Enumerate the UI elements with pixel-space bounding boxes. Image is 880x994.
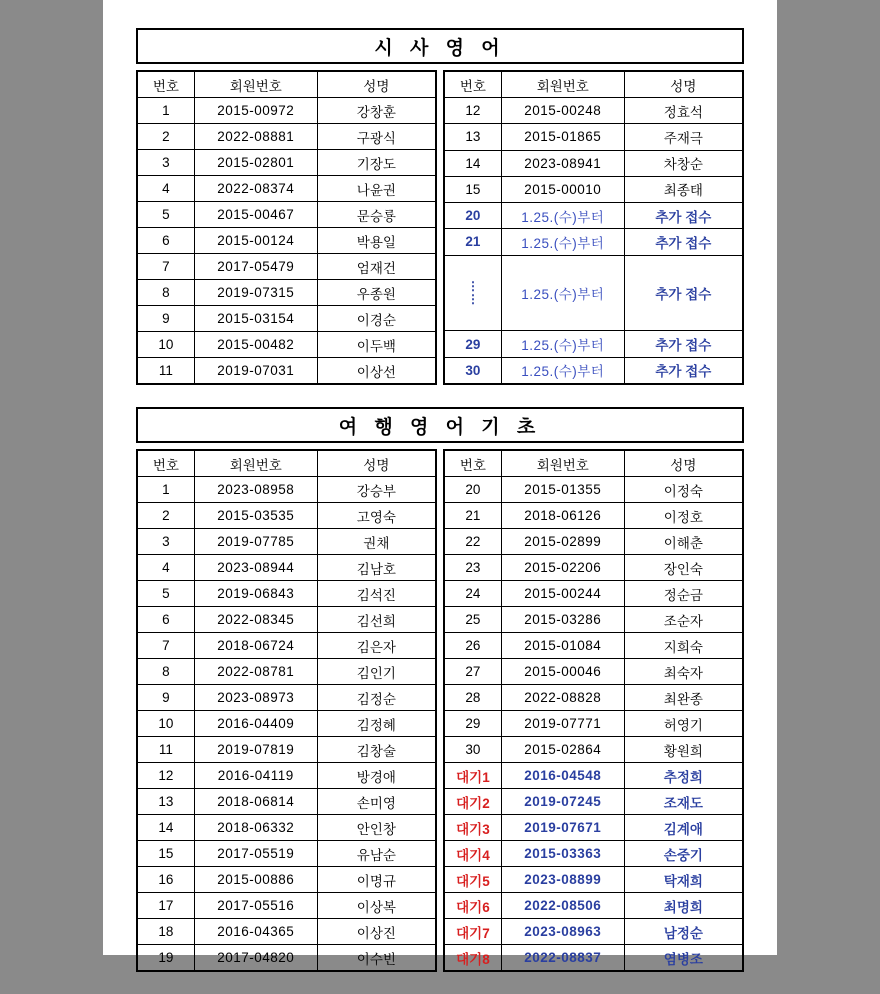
- cell-name: 엄재건: [317, 254, 436, 280]
- cell-member-id: 2016-04409: [194, 711, 317, 737]
- table-row: [444, 150, 743, 176]
- cell-name: 이정호: [624, 503, 743, 529]
- cell-no: 26: [444, 633, 501, 659]
- cell-no: 2: [137, 503, 194, 529]
- table-row: [137, 306, 436, 332]
- cell-no: 25: [444, 607, 501, 633]
- cell-name: 조순자: [624, 607, 743, 633]
- cell-no: 대기8: [444, 945, 501, 972]
- cell-no: 27: [444, 659, 501, 685]
- cell-name: 추가 접수: [624, 203, 743, 229]
- cell-member-id: 1.25.(수)부터: [501, 331, 624, 357]
- table-row: [137, 841, 436, 867]
- cell-name: 이상복: [317, 893, 436, 919]
- cell-member-id: 2019-07771: [501, 711, 624, 737]
- cell-no: 20: [444, 203, 501, 229]
- cell-name: 김인기: [317, 659, 436, 685]
- cell-member-id: 1.25.(수)부터: [501, 203, 624, 229]
- roster-table-left: [136, 449, 437, 972]
- cell-name: 김정순: [317, 685, 436, 711]
- table-row: [444, 789, 743, 815]
- cell-member-id: 2015-03535: [194, 503, 317, 529]
- cell-name: 김선희: [317, 607, 436, 633]
- cell-name: 고영숙: [317, 503, 436, 529]
- cell-no: 2: [137, 124, 194, 150]
- cell-no: 13: [444, 124, 501, 150]
- cell-no: 대기7: [444, 919, 501, 945]
- table-row: [444, 607, 743, 633]
- cell-member-id: 2015-02899: [501, 529, 624, 555]
- cell-no: 대기5: [444, 867, 501, 893]
- cell-name: 권채: [317, 529, 436, 555]
- cell-no: 3: [137, 150, 194, 176]
- cell-name: 추가 접수: [624, 229, 743, 255]
- cell-name: 방경애: [317, 763, 436, 789]
- cell-member-id: 2023-08963: [501, 919, 624, 945]
- cell-member-id: 2015-03363: [501, 841, 624, 867]
- cell-no: 14: [137, 815, 194, 841]
- cell-member-id: 1.25.(수)부터: [501, 255, 624, 331]
- cell-name: 이명규: [317, 867, 436, 893]
- cell-member-id: 2015-01865: [501, 124, 624, 150]
- cell-member-id: 2015-00124: [194, 228, 317, 254]
- table-row: [444, 763, 743, 789]
- cell-member-id: 2015-00482: [194, 332, 317, 358]
- cell-name: 추가 접수: [624, 357, 743, 384]
- cell-member-id: 2017-05519: [194, 841, 317, 867]
- cell-name: 지희숙: [624, 633, 743, 659]
- table-row: [137, 280, 436, 306]
- cell-no: 21: [444, 229, 501, 255]
- cell-name: 안인창: [317, 815, 436, 841]
- cell-no: 23: [444, 555, 501, 581]
- table-header-row: [137, 450, 436, 477]
- table-row: [137, 555, 436, 581]
- cell-member-id: 2015-03286: [501, 607, 624, 633]
- cell-member-id: 2023-08899: [501, 867, 624, 893]
- cell-no: 8: [137, 659, 194, 685]
- table-row: [444, 98, 743, 124]
- cell-no: 15: [444, 176, 501, 202]
- cell-no: 19: [137, 945, 194, 972]
- cell-no: 14: [444, 150, 501, 176]
- column-header-name: 성명: [317, 450, 436, 477]
- column-header-name: 성명: [317, 71, 436, 98]
- cell-no: 30: [444, 357, 501, 384]
- cell-no: 대기4: [444, 841, 501, 867]
- cell-no: 10: [137, 711, 194, 737]
- table-row: [444, 815, 743, 841]
- cell-name: 추정희: [624, 763, 743, 789]
- cell-no: 12: [137, 763, 194, 789]
- table-row: [444, 229, 743, 255]
- cell-member-id: 2019-06843: [194, 581, 317, 607]
- cell-member-id: 2016-04365: [194, 919, 317, 945]
- cell-member-id: 2017-04820: [194, 945, 317, 972]
- cell-name: 조재도: [624, 789, 743, 815]
- cell-member-id: 2015-02206: [501, 555, 624, 581]
- cell-no: 9: [137, 685, 194, 711]
- cell-no: 11: [137, 358, 194, 385]
- section-tables: [136, 449, 744, 972]
- cell-no: 6: [137, 228, 194, 254]
- table-row: [137, 763, 436, 789]
- table-row: [444, 841, 743, 867]
- cell-name: 허영기: [624, 711, 743, 737]
- cell-no: 4: [137, 176, 194, 202]
- table-row: [444, 945, 743, 972]
- table-row: [137, 711, 436, 737]
- cell-name: 이경순: [317, 306, 436, 332]
- cell-no: 17: [137, 893, 194, 919]
- cell-no: 15: [137, 841, 194, 867]
- cell-no: 30: [444, 737, 501, 763]
- table-row: [444, 529, 743, 555]
- table-row: [137, 254, 436, 280]
- table-row: [137, 202, 436, 228]
- cell-no: 6: [137, 607, 194, 633]
- cell-member-id: 2018-06724: [194, 633, 317, 659]
- column-header-name: 성명: [624, 71, 743, 98]
- cell-name: 구광식: [317, 124, 436, 150]
- cell-no: 4: [137, 555, 194, 581]
- column-header-member-id: 회원번호: [501, 450, 624, 477]
- column-header-name: 성명: [624, 450, 743, 477]
- cell-no: 1: [137, 477, 194, 503]
- cell-name: 남정순: [624, 919, 743, 945]
- table-row: [137, 503, 436, 529]
- table-row: [137, 124, 436, 150]
- table-header-row: [137, 71, 436, 98]
- cell-member-id: 2022-08828: [501, 685, 624, 711]
- cell-member-id: 2019-07785: [194, 529, 317, 555]
- cell-member-id: 2016-04119: [194, 763, 317, 789]
- cell-no: 3: [137, 529, 194, 555]
- table-row: [137, 893, 436, 919]
- table-row: [137, 815, 436, 841]
- cell-member-id: 2022-08837: [501, 945, 624, 972]
- roster-table-right: [443, 449, 744, 972]
- cell-member-id: 2015-00046: [501, 659, 624, 685]
- table-row: [444, 503, 743, 529]
- table-row: [444, 737, 743, 763]
- table-row: [137, 633, 436, 659]
- table-row: [137, 150, 436, 176]
- table-row: [137, 477, 436, 503]
- table-row: [444, 477, 743, 503]
- cell-no: 21: [444, 503, 501, 529]
- cell-no: 대기1: [444, 763, 501, 789]
- roster-table-right: [443, 70, 744, 385]
- cell-name: 김석진: [317, 581, 436, 607]
- cell-no: 대기2: [444, 789, 501, 815]
- cell-member-id: 2015-01084: [501, 633, 624, 659]
- cell-no: 10: [137, 332, 194, 358]
- section-tables: [136, 70, 744, 385]
- cell-name: 우종원: [317, 280, 436, 306]
- table-row: [137, 659, 436, 685]
- cell-no: 7: [137, 254, 194, 280]
- column-header-member-id: 회원번호: [501, 71, 624, 98]
- cell-member-id: 2023-08941: [501, 150, 624, 176]
- cell-member-id: 2016-04548: [501, 763, 624, 789]
- table-row: [137, 945, 436, 972]
- section-current-english: [136, 28, 744, 385]
- table-row: [137, 228, 436, 254]
- cell-name: 장인숙: [624, 555, 743, 581]
- cell-member-id: 2017-05479: [194, 254, 317, 280]
- cell-name: 문승룡: [317, 202, 436, 228]
- column-header-no: 번호: [137, 450, 194, 477]
- table-row: [137, 737, 436, 763]
- cell-name: 유남순: [317, 841, 436, 867]
- cell-name: 나윤권: [317, 176, 436, 202]
- table-row: [444, 176, 743, 202]
- cell-name: 이수빈: [317, 945, 436, 972]
- cell-name: 손미영: [317, 789, 436, 815]
- cell-member-id: 2017-05516: [194, 893, 317, 919]
- table-row: [137, 867, 436, 893]
- cell-name: 박용일: [317, 228, 436, 254]
- cell-no: 28: [444, 685, 501, 711]
- cell-member-id: 2022-08374: [194, 176, 317, 202]
- cell-member-id: 2015-02864: [501, 737, 624, 763]
- table-row: [137, 581, 436, 607]
- cell-no: 11: [137, 737, 194, 763]
- table-row: [137, 919, 436, 945]
- cell-name: 이해춘: [624, 529, 743, 555]
- cell-member-id: 2023-08944: [194, 555, 317, 581]
- cell-member-id: 2019-07315: [194, 280, 317, 306]
- cell-name: 김은자: [317, 633, 436, 659]
- cell-member-id: 2015-02801: [194, 150, 317, 176]
- document-content: [136, 28, 744, 994]
- cell-no: 18: [137, 919, 194, 945]
- cell-member-id: 2015-00972: [194, 98, 317, 124]
- cell-member-id: 2019-07031: [194, 358, 317, 385]
- cell-member-id: 2022-08881: [194, 124, 317, 150]
- cell-name: 염병조: [624, 945, 743, 972]
- cell-name: 황원희: [624, 737, 743, 763]
- cell-member-id: 1.25.(수)부터: [501, 229, 624, 255]
- table-row: [137, 98, 436, 124]
- table-row: [444, 124, 743, 150]
- cell-member-id: 2015-00248: [501, 98, 624, 124]
- cell-no: 9: [137, 306, 194, 332]
- table-row: [444, 659, 743, 685]
- cell-no-ellipsis: ⋮ ⋮: [444, 255, 501, 331]
- cell-name: 최종태: [624, 176, 743, 202]
- table-row: [137, 332, 436, 358]
- cell-member-id: 2022-08345: [194, 607, 317, 633]
- cell-member-id: 2015-00244: [501, 581, 624, 607]
- section-title: 여 행 영 어 기 초: [338, 416, 542, 438]
- table-row: [444, 685, 743, 711]
- cell-member-id: 2019-07819: [194, 737, 317, 763]
- table-header-row: [444, 450, 743, 477]
- cell-no: 16: [137, 867, 194, 893]
- column-header-no: 번호: [137, 71, 194, 98]
- cell-member-id: 2019-07671: [501, 815, 624, 841]
- column-header-member-id: 회원번호: [194, 71, 317, 98]
- cell-no: 8: [137, 280, 194, 306]
- section-travel-english-basic: [136, 407, 744, 972]
- table-row: [444, 581, 743, 607]
- table-row: [444, 331, 743, 357]
- cell-name: 이정숙: [624, 477, 743, 503]
- cell-name: 김창술: [317, 737, 436, 763]
- column-header-no: 번호: [444, 450, 501, 477]
- cell-member-id: 1.25.(수)부터: [501, 357, 624, 384]
- cell-no: 22: [444, 529, 501, 555]
- cell-name: 강승부: [317, 477, 436, 503]
- cell-no: 29: [444, 711, 501, 737]
- cell-name: 주재극: [624, 124, 743, 150]
- cell-name: 최숙자: [624, 659, 743, 685]
- cell-member-id: 2018-06332: [194, 815, 317, 841]
- table-row: [444, 555, 743, 581]
- cell-member-id: 2023-08973: [194, 685, 317, 711]
- column-header-no: 번호: [444, 71, 501, 98]
- table-row: [444, 203, 743, 229]
- cell-name: 정순금: [624, 581, 743, 607]
- table-row: [444, 893, 743, 919]
- cell-no: 24: [444, 581, 501, 607]
- cell-name: 손중기: [624, 841, 743, 867]
- cell-member-id: 2015-03154: [194, 306, 317, 332]
- cell-member-id: 2015-01355: [501, 477, 624, 503]
- cell-member-id: 2023-08958: [194, 477, 317, 503]
- table-header-row: [444, 71, 743, 98]
- cell-name: 김남호: [317, 555, 436, 581]
- cell-name: 추가 접수: [624, 255, 743, 331]
- cell-name: 정효석: [624, 98, 743, 124]
- table-row: [137, 685, 436, 711]
- cell-name: 이상진: [317, 919, 436, 945]
- cell-member-id: 2015-00010: [501, 176, 624, 202]
- cell-name: 강창훈: [317, 98, 436, 124]
- section-title-box: [136, 28, 744, 64]
- cell-no: 13: [137, 789, 194, 815]
- cell-name: 차창순: [624, 150, 743, 176]
- cell-no: 대기6: [444, 893, 501, 919]
- cell-member-id: 2015-00886: [194, 867, 317, 893]
- cell-name: 탁재희: [624, 867, 743, 893]
- table-row: [137, 176, 436, 202]
- table-row: [444, 357, 743, 384]
- cell-name: 최완종: [624, 685, 743, 711]
- table-row: [444, 711, 743, 737]
- cell-member-id: 2018-06126: [501, 503, 624, 529]
- cell-no: 12: [444, 98, 501, 124]
- cell-member-id: 2019-07245: [501, 789, 624, 815]
- cell-name: 기장도: [317, 150, 436, 176]
- document-page: [103, 0, 777, 967]
- table-row: [444, 867, 743, 893]
- cell-no: 5: [137, 202, 194, 228]
- table-row: [444, 633, 743, 659]
- table-row: [137, 607, 436, 633]
- table-row: [137, 789, 436, 815]
- section-title: 시 사 영 어: [374, 37, 506, 59]
- cell-name: 김정혜: [317, 711, 436, 737]
- roster-table-left: [136, 70, 437, 385]
- cell-no: 7: [137, 633, 194, 659]
- cell-name: 최명희: [624, 893, 743, 919]
- cell-member-id: 2018-06814: [194, 789, 317, 815]
- cell-name: 이상선: [317, 358, 436, 385]
- table-row: [137, 529, 436, 555]
- cell-member-id: 2015-00467: [194, 202, 317, 228]
- section-title-box: [136, 407, 744, 443]
- table-row: [137, 358, 436, 385]
- cell-name: 김계애: [624, 815, 743, 841]
- cell-name: 이두백: [317, 332, 436, 358]
- cell-no: 5: [137, 581, 194, 607]
- cell-name: 추가 접수: [624, 331, 743, 357]
- table-row: [444, 919, 743, 945]
- cell-member-id: 2022-08506: [501, 893, 624, 919]
- table-row-ellipsis: [444, 255, 743, 331]
- cell-member-id: 2022-08781: [194, 659, 317, 685]
- column-header-member-id: 회원번호: [194, 450, 317, 477]
- cell-no: 29: [444, 331, 501, 357]
- cell-no: 대기3: [444, 815, 501, 841]
- cell-no: 20: [444, 477, 501, 503]
- cell-no: 1: [137, 98, 194, 124]
